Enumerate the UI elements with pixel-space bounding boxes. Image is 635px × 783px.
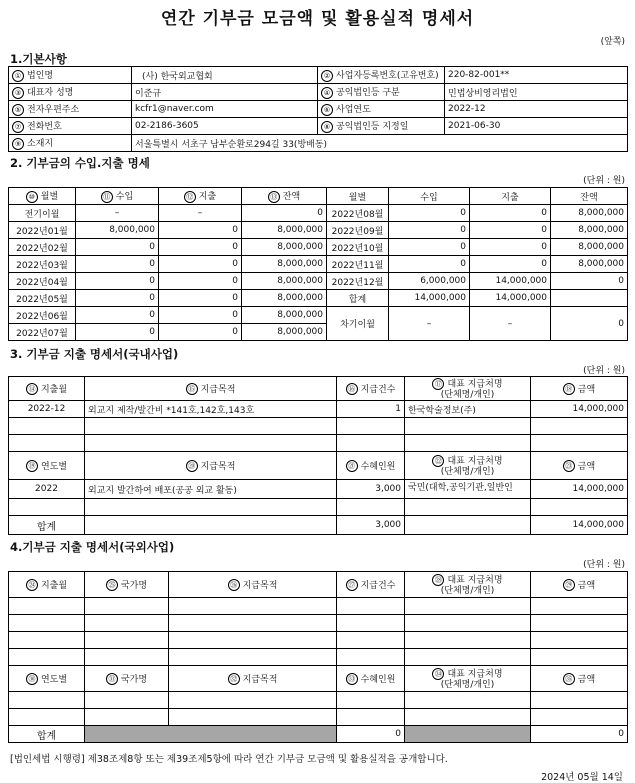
cell-expense: 0 [159,324,242,341]
field-label: 소재지 [27,139,54,150]
cell-month: 2022년05월 [9,290,76,307]
cell-expense: 0 [159,256,242,273]
table-header-row [9,572,628,598]
table-row-empty [9,418,628,435]
cell-expense: 0 [159,239,242,256]
cell-year: 2022 [9,480,85,499]
cell-purpose: 외교지 제작/발간비 *141호,142호,143호 [85,401,337,418]
field-label: 공익법인등 구분 [336,88,400,99]
cell-amount: 14,000,000 [531,480,628,499]
cell-income: 0 [389,205,470,222]
basic-row [9,67,628,84]
column-header: 수입 [115,192,134,203]
cell-income: 6,000,000 [389,273,470,290]
circled-number: ⑲ [26,460,38,472]
column-header: 지급목적 [242,580,278,591]
circled-number: ㉞ [432,668,444,680]
cell-month: 2022년11월 [327,256,389,273]
field-value: 서울특별시 서초구 남부순환로294길 33(방배동) [132,135,628,152]
column-header: 금액 [577,384,596,395]
front-page-label: (앞쪽) [600,37,625,47]
cell-balance: 8,000,000 [242,273,327,290]
table-row [9,307,628,324]
basic-row [9,101,628,118]
table-row-empty [9,709,628,726]
column-header: 금액 [577,674,596,685]
circled-number: ㉕ [106,579,118,591]
cell-income: 0 [76,307,159,324]
circled-number: ㉒ [432,455,444,467]
column-subheader: (단체명/개인) [440,389,495,400]
circled-number: ⑯ [346,383,358,395]
total-amount: 14,000,000 [531,516,628,535]
table-row-empty [9,649,628,666]
cell-income: 14,000,000 [389,290,470,307]
total-people: 0 [337,726,405,743]
circled-number: ⑰ [432,378,444,390]
cell-month: 2022년04월 [9,273,76,290]
cell-month: 2022년02월 [9,239,76,256]
unit-label: (단위 : 원) [583,176,625,186]
basic-row [9,84,628,101]
cell-balance: 8,000,000 [242,222,327,239]
cell-month: 2022년06월 [9,307,76,324]
table-row-empty [9,615,628,632]
table-row-empty [9,632,628,649]
field-label: 전화번호 [27,122,62,133]
circled-number: ⑳ [186,460,198,472]
column-subheader: (단체명/개인) [440,466,495,477]
circled-number: ① [12,70,24,82]
cell-expense: 0 [159,307,242,324]
column-header: 수혜인원 [360,461,396,472]
cell-balance: 0 [551,273,628,290]
column-subheader: (단체명/개인) [440,585,495,596]
table-row-empty [9,435,628,452]
cell-expense: 0 [470,239,551,256]
table-header-row [9,452,628,480]
column-header: 지출 [470,188,551,205]
field-value: 민법상비영리법인 [445,84,628,101]
circled-number: ⑭ [26,383,38,395]
table-row [9,290,628,307]
total-label: 합계 [9,726,85,743]
column-header: 대표 지급처명 [447,669,503,679]
cell-balance: 8,000,000 [242,256,327,273]
cell-balance: 8,000,000 [551,205,628,222]
circled-number: ㉟ [563,673,575,685]
carry-cell: 차기이월 [327,307,389,341]
circled-number: ⑩ [26,191,38,203]
total-label: 합계 [9,516,85,535]
table-row [9,480,628,499]
column-header: 국가명 [120,580,148,591]
cell-expense: 0 [159,222,242,239]
cell-expense: 0 [159,273,242,290]
field-label: 대표자 성명 [27,88,74,99]
cell-expense: 0 [159,290,242,307]
total-amount: 0 [531,726,628,743]
cell-month: 2022년10월 [327,239,389,256]
column-header: 지출월 [40,580,68,591]
column-header: 연도별 [40,674,68,685]
cell-payee: 한국학술정보(주) [405,401,531,418]
column-header: 지출 [198,192,217,203]
cell-expense: 0 [470,205,551,222]
issue-date: 2024년 05월 14일 [541,772,623,783]
circled-number: ㉚ [26,673,38,685]
carry-cell: 0 [551,307,628,341]
cell-balance: 8,000,000 [551,239,628,256]
field-label: 법인명 [27,71,54,82]
total-people: 3,000 [337,516,405,535]
cell-income: 0 [76,256,159,273]
section-4-heading: 4.기부금 지출 명세서(국외사업) [10,540,175,554]
cell-income: – [76,205,159,222]
table-row [9,273,628,290]
circled-number: ㉖ [228,579,240,591]
circled-number: ㉘ [432,574,444,586]
circled-number: ㉓ [563,460,575,472]
field-label: 공익법인등 지정일 [336,122,409,133]
legal-footnote: [법인세법 시행령] 제38조제8항 또는 제39조제5항에 따라 연간 기부금 모금액 및 활용실적을 공개합니다. [10,754,448,765]
unit-label: (단위 : 원) [583,366,625,376]
table-row-empty [9,499,628,516]
circled-number: ⑫ [184,191,196,203]
circled-number: ⑨ [12,138,24,150]
field-value: 2021-06-30 [445,118,628,135]
cell-income: 0 [389,256,470,273]
field-value: kcfr1@naver.com [132,101,318,118]
field-label: 사업자등록번호(고유번호) [336,71,439,82]
cell-balance: 8,000,000 [551,222,628,239]
cell-month: 합계 [327,290,389,307]
column-header: 잔액 [282,192,301,203]
circled-number: ⑥ [321,104,333,116]
total-row [9,726,628,743]
field-value: 220-82-001** [445,67,628,84]
circled-number: ㉔ [26,579,38,591]
cell-purpose: 외교지 발간하여 배포(공공 외교 활동) [85,480,337,499]
cell-expense: 14,000,000 [470,273,551,290]
field-label: 전자우편주소 [27,105,80,116]
cell-expense: – [159,205,242,222]
circled-number: ⑪ [101,191,113,203]
table-row-empty [9,692,628,709]
cell-balance: 8,000,000 [242,239,327,256]
column-header: 금액 [577,580,596,591]
column-header: 월별 [40,192,59,203]
circled-number: ㉝ [346,673,358,685]
table-row [9,239,628,256]
column-header: 지급목적 [200,384,236,395]
column-header: 연도별 [40,461,68,472]
column-header: 금액 [577,461,596,472]
basic-row [9,118,628,135]
circled-number: ⑧ [321,121,333,133]
table-header-row [9,188,628,205]
total-row [9,516,628,535]
column-header: 월별 [327,188,389,205]
cell-balance: 8,000,000 [242,324,327,341]
circled-number: ④ [321,87,333,99]
section-3-heading: 3. 기부금 지출 명세서(국내사업) [10,347,179,361]
circled-number: ⑮ [186,383,198,395]
circled-number: ⑱ [563,383,575,395]
cell-month: 2022-12 [9,401,85,418]
cell-month: 전기이월 [9,205,76,222]
table-row [9,401,628,418]
circled-number: ㉛ [106,673,118,685]
field-value: 이준규 [132,84,318,101]
circled-number: ② [321,70,333,82]
cell-income: 0 [76,290,159,307]
field-value: 2022-12 [445,101,628,118]
cell-balance: 8,000,000 [551,256,628,273]
table-row-empty [9,598,628,615]
circled-number: ㉙ [563,579,575,591]
table-row [9,205,628,222]
income-expense-table [8,187,628,341]
table-header-row [9,377,628,401]
cell-month: 2022년09월 [327,222,389,239]
circled-number: ⑬ [268,191,280,203]
cell-people: 3,000 [337,480,405,499]
total-shaded-cell [85,726,337,743]
cell-balance [551,290,628,307]
cell-balance: 0 [242,205,327,222]
section-2-heading: 2. 기부금의 수입.지출 명세 [10,156,150,170]
cell-balance: 8,000,000 [242,290,327,307]
overseas-expense-table [8,571,628,743]
total-shaded-cell [405,726,531,743]
cell-month: 2022년01월 [9,222,76,239]
cell-expense: 0 [470,222,551,239]
cell-income: 0 [76,239,159,256]
circled-number: ㉜ [228,673,240,685]
column-header: 수입 [389,188,470,205]
circled-number: ③ [12,87,24,99]
basic-info-table [8,66,628,152]
cell-month: 2022년03월 [9,256,76,273]
circled-number: ㉑ [346,460,358,472]
cell-month: 2022년08월 [327,205,389,222]
column-header: 지급목적 [242,674,278,685]
cell-month: 2022년12월 [327,273,389,290]
cell-expense: 0 [470,256,551,273]
cell-income: 0 [389,239,470,256]
table-row [9,222,628,239]
circled-number: ⑦ [12,121,24,133]
cell-income: 8,000,000 [76,222,159,239]
carry-cell: – [470,307,551,341]
domestic-expense-table [8,376,628,535]
circled-number: ㉗ [346,579,358,591]
table-row [9,256,628,273]
column-header: 지급건수 [360,580,396,591]
column-header: 지출월 [40,384,68,395]
cell-income: 0 [76,324,159,341]
column-header: 국가명 [120,674,148,685]
address-row [9,135,628,152]
section-1-heading: 1.기본사항 [10,52,67,66]
column-header: 지급목적 [200,461,236,472]
column-header: 수혜인원 [360,674,396,685]
cell-payee: 국민(대학,공익기관,일반인 [405,480,531,499]
column-header: 잔액 [551,188,628,205]
cell-amount: 14,000,000 [531,401,628,418]
column-subheader: (단체명/개인) [440,679,495,690]
table-header-row [9,666,628,692]
cell-expense: 14,000,000 [470,290,551,307]
column-header: 지급건수 [360,384,396,395]
cell-month: 2022년07월 [9,324,76,341]
cell-balance: 8,000,000 [242,307,327,324]
carry-cell: – [389,307,470,341]
column-header: 대표 지급처명 [447,456,503,466]
cell-count: 1 [337,401,405,418]
circled-number: ⑤ [12,104,24,116]
field-value: 02-2186-3605 [132,118,318,135]
field-value: (사) 한국외교협회 [132,67,318,84]
field-label: 사업연도 [336,105,371,116]
column-header: 대표 지급처명 [447,379,503,389]
cell-income: 0 [76,273,159,290]
unit-label: (단위 : 원) [583,560,625,570]
document-title: 연간 기부금 모금액 및 활용실적 명세서 [160,9,475,29]
column-header: 대표 지급처명 [447,575,503,585]
cell-income: 0 [389,222,470,239]
